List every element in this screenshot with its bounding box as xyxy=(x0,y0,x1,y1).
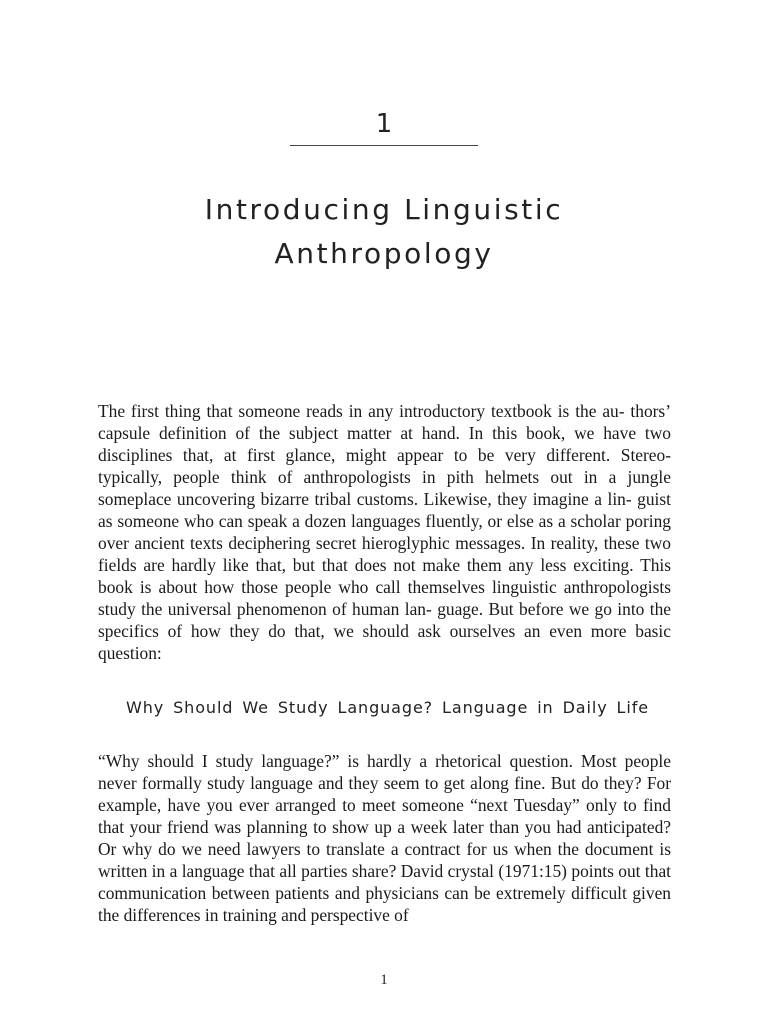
chapter-title-line-2: Anthropology xyxy=(274,237,494,270)
section-heading: Why Should We Study Language? Language in Daily Life xyxy=(126,698,649,717)
chapter-title-line-1: Introducing Linguistic xyxy=(204,193,564,226)
chapter-title xyxy=(0,188,768,276)
page-number: 1 xyxy=(380,972,388,988)
chapter-rule xyxy=(290,145,478,146)
chapter-number: 1 xyxy=(375,109,393,139)
intro-paragraph: The first thing that someone reads in any introductory textbook is the au- thors’ capsule definition of the subject matter at hand. In this book, we have two disciplines that, at first glance, might appear to be very different. Stereo- typically, people think of anthropologists in pith helmets out in a jungle someplace uncovering bizarre tribal customs. Likewise, they imagine a lin- guist as someone who can speak a dozen languages fluently, or else as a scholar poring over ancient texts deciphering secret hieroglyphic messages. In reality, these two fields are hardly like that, but that does not make them any less exciting. This book is about how those people who call themselves linguistic anthropologists study the universal phenomenon of human lan- guage. But before we go into the specifics of how they do that, we should ask ourselves an even more basic question: xyxy=(98,401,671,663)
section-paragraph: “Why should I study language?” is hardly a rhetorical question. Most people never formally study language and they seem to get along fine. But do they? For example, have you ever arranged to meet someone “next Tuesday” only to find that your friend was planning to show up a week later than you had anticipated? Or why do we need lawyers to translate a contract for us when the document is written in a language that all parties share? David crystal (1971:15) points out that communication between patients and physicians can be extremely difficult given the differences in training and perspective of xyxy=(98,751,671,925)
